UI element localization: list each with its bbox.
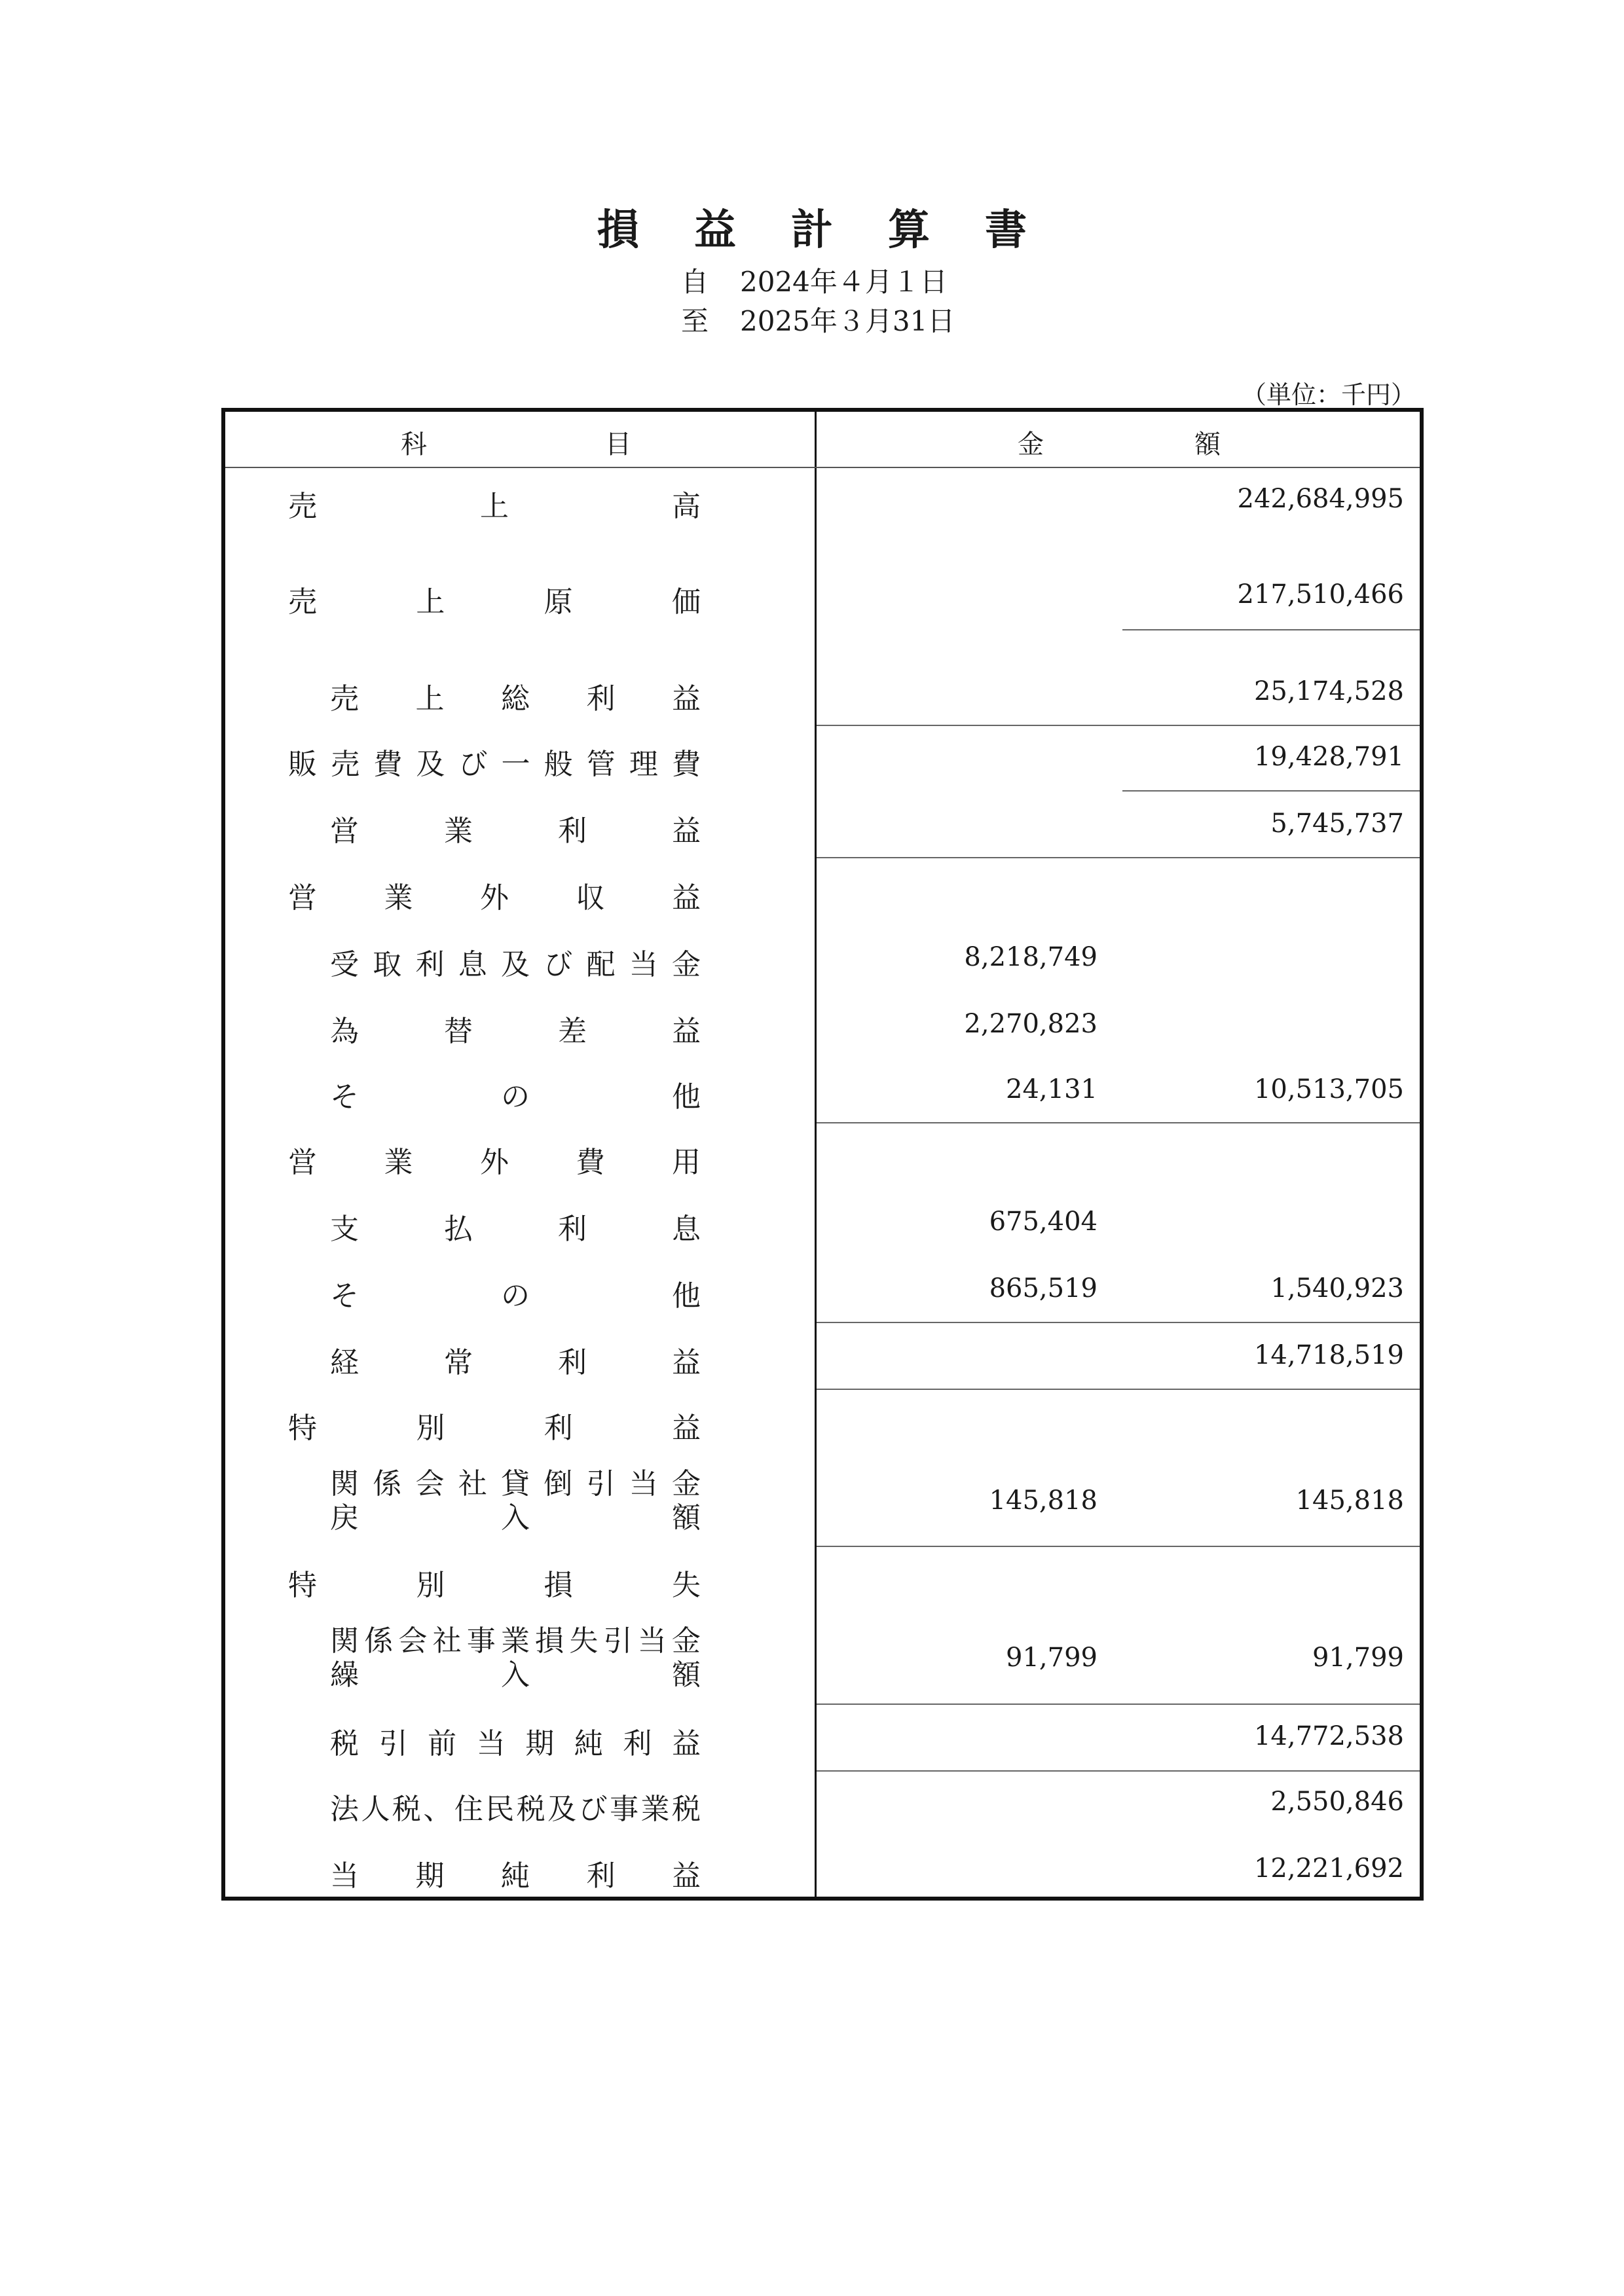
ordinary-income-total: 14,718,519: [1253, 1340, 1404, 1370]
label-char: 益: [672, 1015, 701, 1048]
label-char: 利: [544, 1412, 573, 1445]
row-label-income-taxes: [330, 1785, 701, 1827]
row-label-interest-paid: [330, 1205, 701, 1247]
rule-after-ext-income: [817, 1546, 1420, 1547]
other-expenses-amount: 865,519: [989, 1273, 1098, 1303]
label-char: 上: [480, 490, 509, 523]
label-char: 配: [586, 948, 616, 981]
income-taxes-total: 2,550,846: [1270, 1787, 1404, 1817]
label-char: 支: [330, 1212, 359, 1246]
label-char: 販: [288, 748, 317, 781]
column-divider: [815, 412, 817, 1897]
label-char: 会: [415, 1467, 445, 1501]
label-char: 原: [544, 585, 573, 619]
label-line-1: [330, 1467, 701, 1501]
rule-after-operating: [817, 857, 1420, 858]
row-label-sales: [288, 483, 701, 524]
label-char: 別: [416, 1412, 445, 1445]
label-char: 額: [672, 1501, 701, 1535]
interest-dividends-amount: 8,218,749: [964, 942, 1098, 972]
label-char: 期: [415, 1859, 445, 1893]
label-char: 事: [466, 1624, 496, 1658]
label-char: 関: [330, 1624, 359, 1658]
label-char: 利: [415, 948, 445, 981]
interest-paid-amount: 675,404: [989, 1207, 1098, 1237]
period-from: [681, 261, 948, 300]
label-char: 引: [378, 1727, 408, 1760]
income-statement-table: [221, 408, 1424, 1901]
label-char: 人: [361, 1793, 390, 1826]
label-char: 前: [428, 1727, 457, 1760]
label-char: 期: [525, 1727, 555, 1760]
label-char: 常: [444, 1346, 473, 1379]
label-char: 売: [330, 682, 359, 716]
label-char: 税: [516, 1793, 545, 1826]
label-char: 損: [535, 1624, 564, 1658]
label-char: 益: [672, 814, 701, 848]
label-char: 入: [501, 1658, 530, 1692]
label-char: 総: [501, 682, 530, 716]
label-char: 繰: [330, 1658, 359, 1692]
label-char: 当: [476, 1727, 506, 1760]
label-char: 益: [672, 1859, 701, 1893]
label-char: 売: [331, 748, 360, 781]
label-char: の: [501, 1279, 530, 1313]
row-label-other-expenses: [330, 1272, 701, 1314]
label-char: 外: [480, 881, 509, 915]
label-char: 業: [640, 1793, 670, 1826]
label-char: び: [544, 948, 573, 981]
label-char: 特: [288, 1569, 317, 1602]
rule-after-sga: [1122, 790, 1420, 792]
title-char: 益: [694, 206, 736, 255]
label-char: そ: [330, 1279, 359, 1313]
label-char: 及: [501, 948, 530, 981]
label-char: 営: [288, 881, 317, 915]
unit-note: （単位：千円）: [1241, 380, 1416, 409]
label-char: 利: [586, 1859, 616, 1893]
label-char: 業: [384, 1146, 413, 1179]
label-char: 営: [288, 1146, 317, 1179]
label-char: 上: [416, 585, 445, 619]
row-label-cogs: [288, 578, 701, 620]
label-char: 差: [558, 1015, 587, 1048]
label-char: 引: [603, 1624, 633, 1658]
row-label-loss-provision: [330, 1624, 701, 1692]
label-char: 他: [672, 1080, 701, 1114]
allowance-reversal-amount: 145,818: [989, 1485, 1098, 1516]
label-char: 関: [330, 1467, 359, 1501]
label-line-1: [330, 1624, 701, 1658]
label-char: そ: [330, 1080, 359, 1114]
label-char: 払: [444, 1212, 473, 1246]
label-char: 戻: [330, 1501, 359, 1535]
row-label-allowance-reversal: [330, 1467, 701, 1535]
loss-provision-total: 91,799: [1312, 1643, 1404, 1673]
label-char: 当: [629, 1467, 658, 1501]
label-char: 税: [671, 1793, 701, 1826]
label-char: 息: [458, 948, 487, 981]
label-char: 当: [629, 948, 658, 981]
label-char: の: [501, 1080, 530, 1114]
label-char: 費: [373, 748, 403, 781]
label-char: 業: [444, 814, 473, 848]
label-char: 失: [569, 1624, 599, 1658]
header-subject-2: 目: [605, 429, 631, 460]
label-char: 会: [398, 1624, 428, 1658]
label-char: 息: [672, 1212, 701, 1246]
title-char: 書: [985, 206, 1027, 255]
label-char: 高: [672, 490, 701, 523]
label-char: 益: [671, 1412, 701, 1445]
row-label-interest-dividends: [330, 941, 701, 983]
label-char: 民: [485, 1793, 515, 1826]
label-char: 金: [672, 1467, 701, 1501]
operating-income-total: 5,745,737: [1270, 809, 1404, 839]
period-to-label: 至: [681, 305, 709, 337]
label-char: 及: [547, 1793, 577, 1826]
rule-after-pretax: [817, 1770, 1420, 1772]
sga-total: 19,428,791: [1253, 742, 1404, 772]
label-char: 上: [415, 682, 445, 716]
row-label-non-op-income: [288, 874, 701, 916]
fx-gain-amount: 2,270,823: [964, 1009, 1098, 1039]
label-char: 利: [558, 1346, 587, 1379]
label-char: 用: [672, 1146, 701, 1179]
header-amount-1: 金: [1018, 429, 1044, 460]
label-char: 失: [671, 1569, 701, 1602]
label-char: 、: [423, 1793, 452, 1826]
label-char: 税: [330, 1727, 359, 1760]
label-char: 社: [458, 1467, 487, 1501]
label-char: 貸: [501, 1467, 530, 1501]
label-char: 外: [480, 1146, 509, 1179]
label-char: 売: [288, 585, 317, 619]
row-label-extraordinary-loss: [288, 1561, 701, 1603]
rule-after-cogs: [1122, 629, 1420, 630]
label-line-2: [330, 1501, 701, 1535]
row-label-gross-profit: [330, 675, 701, 717]
label-char: 益: [672, 1346, 701, 1379]
sales-total: 242,684,995: [1237, 484, 1404, 514]
label-char: 益: [672, 881, 701, 915]
label-char: 入: [501, 1501, 530, 1535]
row-label-ordinary-income: [330, 1339, 701, 1381]
rule-after-gross: [817, 725, 1420, 726]
period-from-date: 2024年４月１日: [740, 266, 948, 298]
label-char: 営: [330, 814, 359, 848]
label-char: 経: [330, 1346, 359, 1379]
label-char: 当: [637, 1624, 667, 1658]
label-char: 社: [432, 1624, 462, 1658]
label-char: 収: [576, 881, 605, 915]
label-char: 特: [288, 1412, 317, 1445]
row-label-sga: [288, 740, 701, 782]
row-label-other-income: [330, 1073, 701, 1115]
label-char: 住: [454, 1793, 483, 1826]
label-char: 為: [330, 1015, 359, 1048]
label-char: 当: [330, 1859, 359, 1893]
label-char: 益: [671, 1727, 701, 1760]
label-char: 利: [586, 682, 616, 716]
rule-after-non-op-income: [817, 1122, 1420, 1123]
period-to: [681, 300, 955, 339]
header-rule: [225, 467, 1420, 468]
label-char: 費: [671, 748, 701, 781]
pretax-income-total: 14,772,538: [1253, 1721, 1404, 1751]
label-char: 及: [416, 748, 445, 781]
label-char: 係: [373, 1467, 402, 1501]
row-label-operating-income: [330, 807, 701, 849]
label-char: 法: [330, 1793, 359, 1826]
label-char: 一: [501, 748, 530, 781]
header-subject-1: 科: [401, 429, 427, 460]
label-char: 金: [672, 948, 701, 981]
title-char: 計: [791, 206, 833, 255]
other-income-amount: 24,131: [1006, 1074, 1098, 1104]
label-char: 純: [501, 1859, 530, 1893]
label-char: 金: [671, 1624, 701, 1658]
label-char: 利: [623, 1727, 652, 1760]
row-label-net-income: [330, 1852, 701, 1894]
label-char: 利: [558, 814, 587, 848]
label-char: 受: [330, 948, 359, 981]
label-char: 業: [384, 881, 413, 915]
label-char: 損: [544, 1569, 573, 1602]
label-char: 費: [576, 1146, 605, 1179]
label-char: 額: [672, 1658, 701, 1692]
period-from-label: 自: [681, 266, 709, 298]
header-amount-2: 額: [1194, 429, 1221, 460]
row-label-extraordinary-income: [288, 1404, 701, 1446]
gross-profit-total: 25,174,528: [1253, 676, 1404, 706]
label-char: 般: [544, 748, 573, 781]
row-label-pretax-income: [330, 1720, 701, 1762]
label-char: 売: [288, 490, 317, 523]
label-char: 引: [586, 1467, 616, 1501]
label-char: 純: [574, 1727, 603, 1760]
label-char: 別: [416, 1569, 445, 1602]
label-char: 替: [444, 1015, 473, 1048]
label-char: 価: [671, 585, 701, 619]
other-income-total: 10,513,705: [1253, 1074, 1404, 1104]
label-char: 利: [558, 1212, 587, 1246]
rule-after-non-op-expenses: [817, 1322, 1420, 1323]
net-income-total: 12,221,692: [1253, 1853, 1404, 1884]
title-char: 損: [597, 206, 639, 255]
label-char: 係: [364, 1624, 394, 1658]
allowance-reversal-total: 145,818: [1295, 1485, 1404, 1516]
row-label-non-op-expenses: [288, 1139, 701, 1180]
document-title: [0, 196, 1624, 257]
title-char: 算: [888, 206, 930, 255]
label-char: 取: [373, 948, 402, 981]
label-char: 税: [392, 1793, 421, 1826]
label-char: 業: [500, 1624, 530, 1658]
period-to-date: 2025年３月31日: [740, 305, 955, 337]
rule-after-ordinary: [817, 1389, 1420, 1390]
label-char: 理: [629, 748, 658, 781]
cogs-total: 217,510,466: [1237, 579, 1404, 610]
label-char: 他: [672, 1279, 701, 1313]
label-line-2: [330, 1658, 701, 1692]
label-char: 倒: [544, 1467, 573, 1501]
loss-provision-amount: 91,799: [1006, 1643, 1098, 1673]
other-expenses-total: 1,540,923: [1270, 1273, 1404, 1303]
label-char: 事: [610, 1793, 639, 1826]
rule-after-ext-loss: [817, 1704, 1420, 1705]
row-label-fx-gain: [330, 1008, 701, 1049]
label-char: 管: [586, 748, 616, 781]
label-char: び: [578, 1793, 608, 1826]
label-char: 益: [672, 682, 701, 716]
label-char: び: [458, 748, 488, 781]
